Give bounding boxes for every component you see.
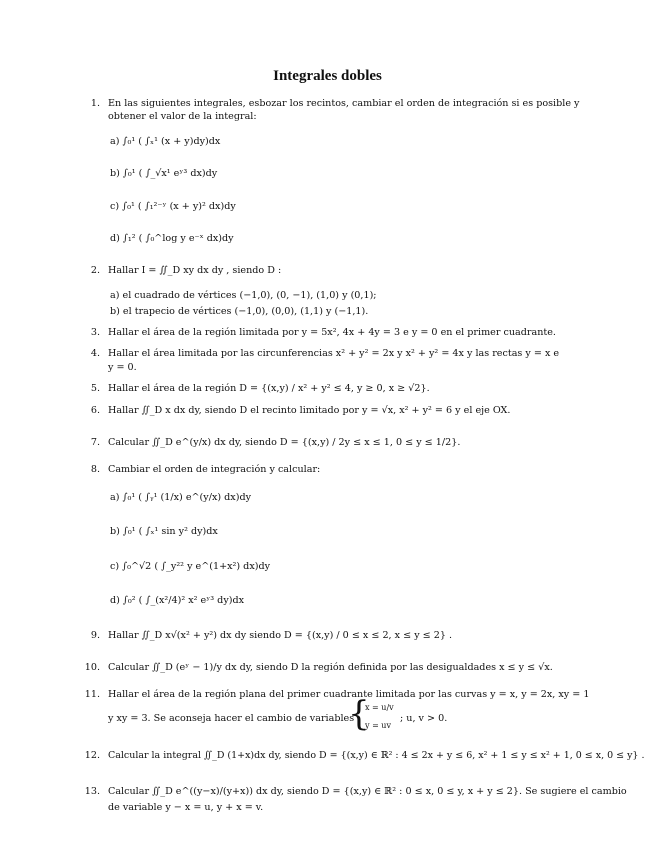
problem-5-text: Hallar el área de la región D = {(x,y) / x² + y² ≤ 4, y ≥ 0, x ≥ √2}.	[108, 383, 430, 394]
problem-11-system-eq-1: x = u/v	[365, 703, 394, 712]
problem-8c: c) ∫₀^√2 ( ∫_y²² y e^(1+x²) dx)dy	[110, 561, 271, 572]
problem-4-number: 4.	[90, 348, 100, 359]
problem-2b: b) el trapecio de vértices (−1,0), (0,0), (1,1) y (−1,1).	[110, 306, 369, 317]
problem-9-number: 9.	[90, 630, 100, 641]
problem-1-text-line-2: obtener el valor de la integral:	[108, 111, 257, 122]
problem-6-number: 6.	[90, 405, 100, 416]
left-brace: {	[348, 694, 370, 734]
problem-12-text: Calcular la integral ∬_D (1+x)dx dy, siendo D = {(x,y) ∈ ℝ² : 4 ≤ 2x + y ≤ 6, x² + 1 ≤ y ≤ x² + 1, 0 ≤ x, 0 ≤ y} .	[108, 750, 645, 761]
problem-9-text: Hallar ∬_D x√(x² + y²) dx dy siendo D = {(x,y) / 0 ≤ x ≤ 2, x ≤ y ≤ 2} .	[108, 630, 453, 641]
problem-10-text: Calcular ∬_D (eʸ − 1)/y dx dy, siendo D la región definida por las desigualdades x ≤ y ≤ √x.	[108, 662, 553, 673]
problem-1-number: 1.	[90, 98, 100, 109]
problem-10-number: 10.	[84, 662, 100, 673]
problem-7-text: Calcular ∬_D e^(y/x) dx dy, siendo D = {(x,y) / 2y ≤ x ≤ 1, 0 ≤ y ≤ 1/2}.	[108, 437, 461, 448]
problem-11-system-eq-2: y = uv	[365, 721, 391, 730]
problem-7-number: 7.	[90, 437, 100, 448]
problem-11-text-line-1: Hallar el área de la región plana del primer cuadrante limitada por las curvas y = x, y = 2x, xy = 1	[108, 689, 590, 700]
problem-11-number: 11.	[84, 689, 100, 700]
problem-4-text-line-2: y = 0.	[108, 362, 137, 373]
problem-12-number: 12.	[84, 750, 100, 761]
problem-13-text-line-1: Calcular ∬_D e^((y−x)/(y+x)) dx dy, siendo D = {(x,y) ∈ ℝ² : 0 ≤ x, 0 ≤ y, x + y ≤ 2}. Se sugiere el cambio	[108, 786, 627, 797]
problem-3-text: Hallar el área de la región limitada por y = 5x², 4x + 4y = 3 e y = 0 en el primer cuadrante.	[108, 327, 556, 338]
problem-13-number: 13.	[84, 786, 100, 797]
problem-1-text-line-1: En las siguientes integrales, esbozar los recintos, cambiar el orden de integración si es posible y	[108, 98, 580, 109]
problem-11-tail: ; u, v > 0.	[400, 713, 448, 724]
problem-13-text-line-2: de variable y − x = u, y + x = v.	[108, 802, 264, 813]
problem-1d: d) ∫₁² ( ∫₀^log y e⁻ˣ dx)dy	[110, 233, 234, 244]
problem-8-text: Cambiar el orden de integración y calcular:	[108, 464, 321, 475]
problem-11-text-line-2: y xy = 3. Se aconseja hacer el cambio de variables	[108, 713, 355, 724]
problem-8a: a) ∫₀¹ ( ∫ᵧ¹ (1/x) e^(y/x) dx)dy	[110, 492, 252, 503]
problem-2a: a) el cuadrado de vértices (−1,0), (0, −1), (1,0) y (0,1);	[110, 290, 377, 301]
problem-1c: c) ∫₀¹ ( ∫₁²⁻ʸ (x + y)² dx)dy	[110, 201, 236, 212]
problem-8-number: 8.	[90, 464, 100, 475]
problem-1a: a) ∫₀¹ ( ∫ₓ¹ (x + y)dy)dx	[110, 136, 221, 147]
page-title: Integrales dobles	[273, 68, 382, 84]
problem-4-text-line-1: Hallar el área limitada por las circunferencias x² + y² = 2x y x² + y² = 4x y las rectas y = x e	[108, 348, 560, 359]
problem-5-number: 5.	[90, 383, 100, 394]
problem-6-text: Hallar ∬_D x dx dy, siendo D el recinto limitado por y = √x, x² + y² = 6 y el eje OX.	[108, 405, 511, 416]
problem-8b: b) ∫₀¹ ( ∫ₓ¹ sin y² dy)dx	[110, 526, 218, 537]
problem-2-text: Hallar I = ∬_D xy dx dy , siendo D :	[108, 265, 282, 276]
problem-2-number: 2.	[90, 265, 100, 276]
problem-8d: d) ∫₀² ( ∫_(x²/4)² x² eʸ³ dy)dx	[110, 595, 245, 606]
problem-1b: b) ∫₀¹ ( ∫_√x¹ eʸ³ dx)dy	[110, 168, 218, 179]
problem-3-number: 3.	[90, 327, 100, 338]
